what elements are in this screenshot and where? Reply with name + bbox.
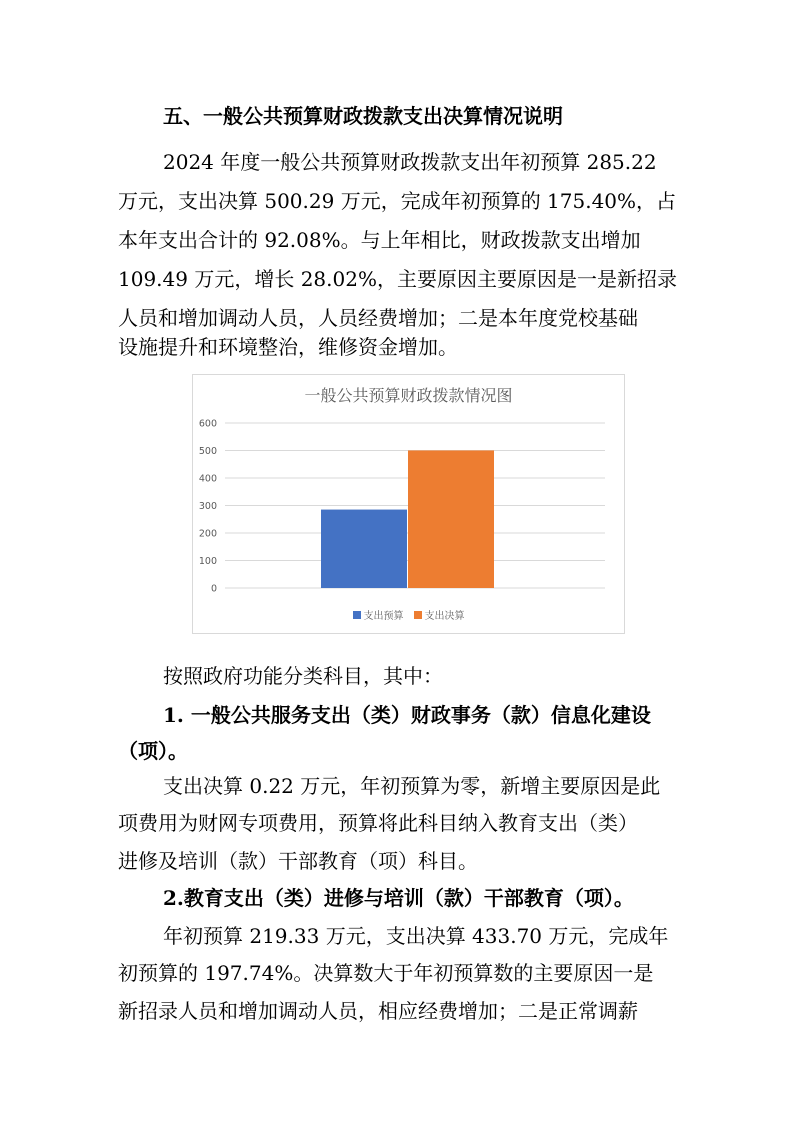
paragraph-line: 2024 年度一般公共预算财政拨款支出年初预算 285.22	[163, 150, 657, 174]
item1-text-line: 项费用为财网专项费用，预算将此科目纳入教育支出（类）	[118, 811, 638, 835]
y-tick-label: 300	[198, 501, 217, 512]
y-tick-label: 600	[198, 418, 217, 430]
item2-heading: 2.教育支出（类）进修与培训（款）干部教育（项）。	[163, 886, 634, 910]
item1-text-line: 支出决算 0.22 万元，年初预算为零，新增主要原因是此	[163, 774, 661, 798]
chart-title: 一般公共预算财政拨款情况图	[304, 386, 513, 405]
classification-intro: 按照政府功能分类科目，其中：	[163, 664, 443, 688]
paragraph-line: 本年支出合计的 92.08%。与上年相比，财政拨款支出增加	[118, 228, 641, 252]
legend-swatch-final	[414, 611, 422, 619]
section-heading: 五、一般公共预算财政拨款支出决算情况说明	[163, 104, 563, 128]
item1-text-line: 进修及培训（款）干部教育（项）科目。	[118, 849, 478, 873]
item2-text-line: 新招录人员和增加调动人员，相应经费增加；二是正常调薪	[118, 999, 638, 1023]
chart-legend	[193, 607, 624, 622]
bar-final	[408, 450, 494, 588]
item2-text-line: 年初预算 219.33 万元，支出决算 433.70 万元，完成年	[163, 924, 669, 948]
legend-label-budget: 支出预算	[363, 611, 404, 622]
y-tick-label: 400	[198, 473, 217, 485]
y-tick-label: 100	[198, 556, 217, 567]
y-tick-label: 200	[198, 528, 217, 540]
legend-item-final	[414, 607, 465, 622]
paragraph-line: 人员和增加调动人员，人员经费增加；二是本年度党校基础	[118, 306, 638, 330]
legend-item-budget	[353, 607, 404, 622]
item2-text-line: 初预算的 197.74%。决算数大于年初预算数的主要原因一是	[118, 961, 654, 985]
paragraph-line: 万元，支出决算 500.29 万元，完成年初预算的 175.40%，占	[118, 189, 677, 213]
item1-heading-line: 1. 一般公共服务支出（类）财政事务（款）信息化建设	[163, 703, 651, 727]
y-tick-label: 0	[210, 583, 217, 595]
chart-plot	[193, 375, 624, 605]
bar-chart	[192, 374, 625, 634]
item1-heading-line: （项）。	[118, 739, 188, 763]
legend-label-final: 支出决算	[424, 611, 465, 622]
bar-budget	[321, 510, 407, 588]
legend-swatch-budget	[353, 611, 361, 619]
y-tick-label: 500	[198, 446, 217, 457]
paragraph-line: 设施提升和环境整治，维修资金增加。	[118, 335, 458, 359]
paragraph-line: 109.49 万元，增长 28.02%，主要原因主要原因是一是新招录	[118, 267, 677, 291]
